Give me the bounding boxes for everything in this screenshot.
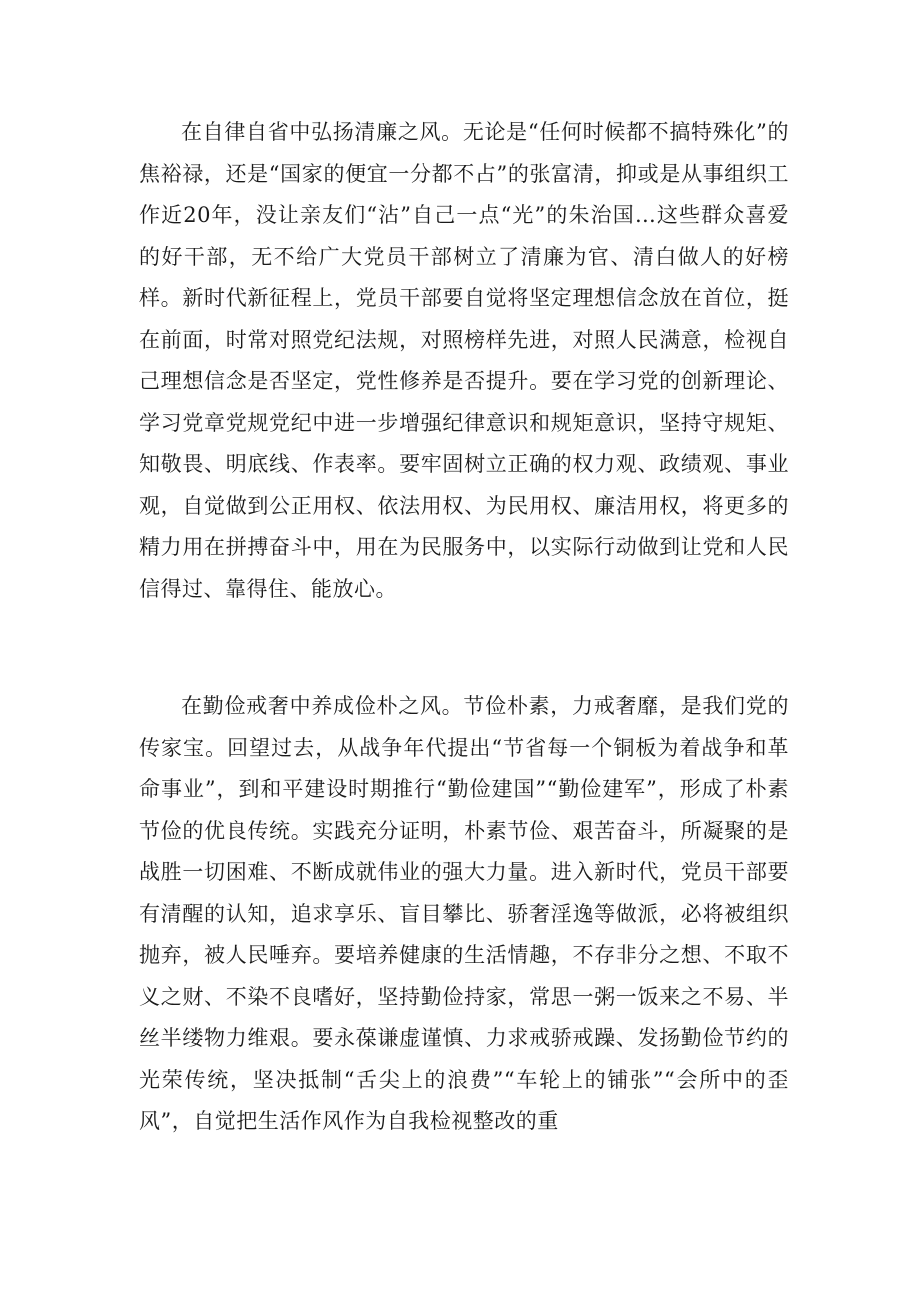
paragraph-integrity: 在自律自省中弘扬清廉之风。无论是“任何时候都不搞特殊化”的焦裕禄，还是“国家的便宜一分都不占”的张富清，抑或是从事组织工作近20年，没让亲友们“沾”自己一点“光”的朱治国…这些群众喜爱的好干部，无不给广大党员干部树立了清廉为官、清白做人的好榜样。新时代新征程上，党员干部要自觉将坚定理想信念放在首位，挺在前面，时常对照党纪法规，对照榜样先进，对照人民满意，检视自己理想信念是否坚定，党性修养是否提升。要在学习党的创新理论、学习党章党规党纪中进一步增强纪律意识和规矩意识，坚持守规矩、知敬畏、明底线、作表率。要牢固树立正确的权力观、政绩观、事业观，自觉做到公正用权、依法用权、为民用权、廉洁用权，将更多的精力用在拼搏奋斗中，用在为民服务中，以实际行动做到让党和人民信得过、靠得住、能放心。 [139,120,789,601]
paragraph-frugality: 在勤俭戒奢中养成俭朴之风。节俭朴素，力戒奢靡，是我们党的传家宝。回望过去，从战争年代提出“节省每一个铜板为着战争和革命事业”，到和平建设时期推行“勤俭建国”“勤俭建军”，形成了朴素节俭的优良传统。实践充分证明，朴素节俭、艰苦奋斗，所凝聚的是战胜一切困难、不断成就伟业的强大力量。进入新时代，党员干部要有清醒的认知，追求享乐、盲目攀比、骄奢淫逸等做派，必将被组织抛弃，被人民唾弃。要培养健康的生活情趣，不存非分之想、不取不义之财、不染不良嗜好，坚持勤俭持家，常思一粥一饭来之不易、半丝半缕物力维艰。要永葆谦虚谨慎、力求戒骄戒躁、发扬勤俭节约的光荣传统，坚决抵制“舌尖上的浪费”“车轮上的铺张”“会所中的歪风”，自觉把生活作风作为自我检视整改的重 [139,694,789,1133]
